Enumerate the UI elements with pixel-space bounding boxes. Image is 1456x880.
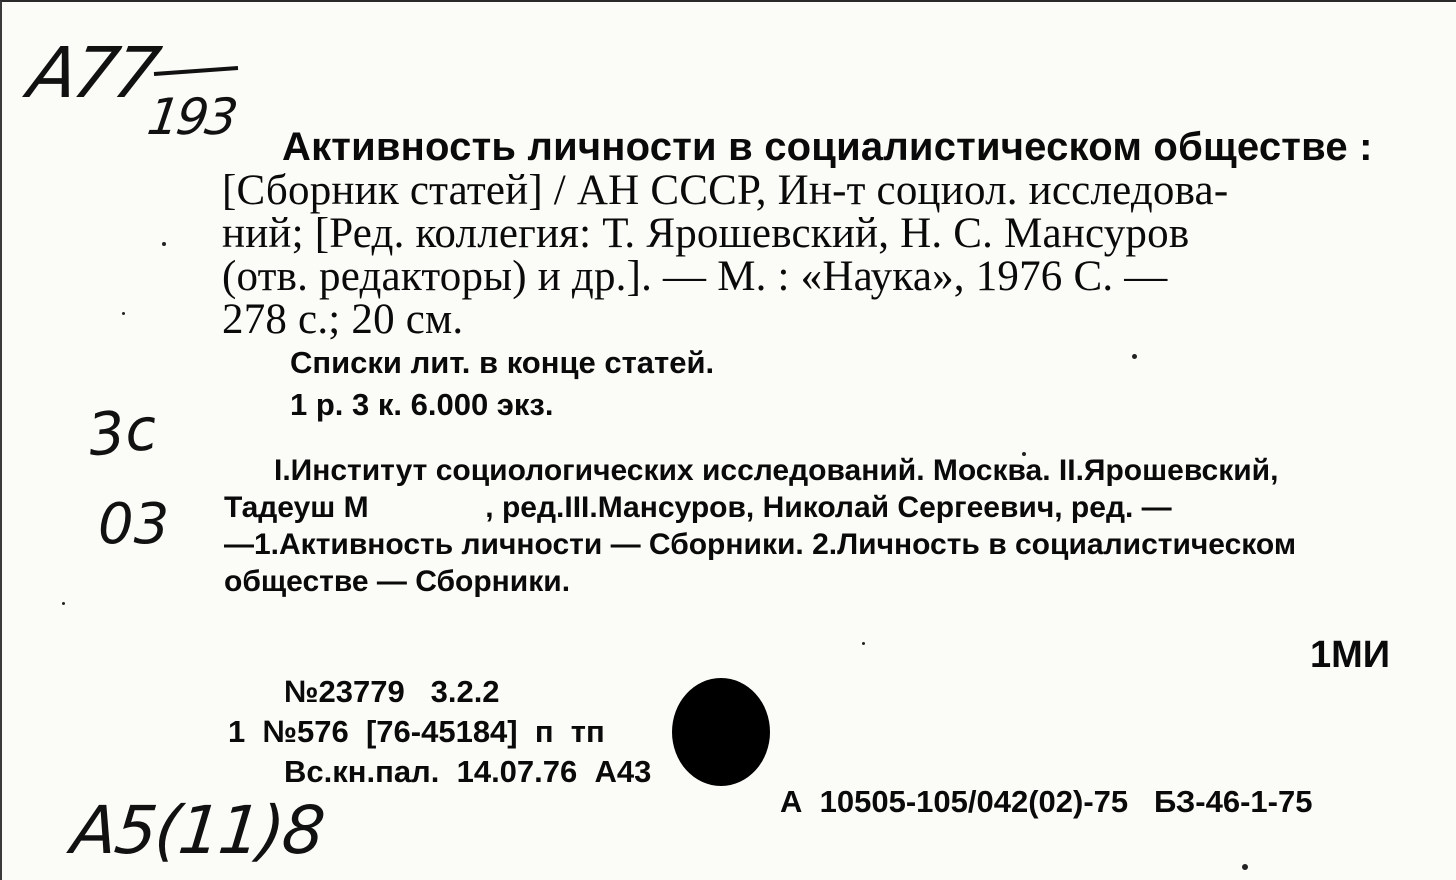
margin-mark-03: 03 [98,492,170,557]
tracing-line: I.Институт социологических исследований. Москва. II.Ярошевский, [274,454,1279,487]
entry-line: (отв. редакторы) и др.]. — М. : «Наука», 1976 С. — [222,253,1168,300]
speck [62,602,65,605]
stats-line: №23779 3.2.2 [284,674,500,709]
tracing-line: обществе — Сборники. [224,565,571,598]
tracings [224,452,1296,600]
speck [162,242,166,246]
entry-title: Активность личности в социалистическом обществе : [282,125,1373,169]
entry-line: [Сборник статей] / АН СССР, Ин-т социол. исследова- [222,167,1229,214]
punch-hole [672,678,770,786]
margin-mark-3c: 3c [84,394,161,470]
stats-line: Вс.кн.пал. 14.07.76 А43 [284,754,652,789]
shelf-mark: A5(11)8 [67,792,327,869]
call-number-underline [152,62,242,82]
speck [1242,864,1248,870]
speck [1132,354,1137,359]
stats-line: 1 №576 [76-45184] п тп [228,714,605,749]
call-number-bottom: 193 [143,88,239,146]
bibliographic-entry [222,126,1392,341]
tracing-line: —1.Активность личности — Сборники. 2.Личность в социалистическом [224,528,1297,561]
tracing-line: Тадеуш М , ред.III.Мансуров, Николай Сергеевич, ред. — [224,491,1172,524]
entry-line: ний; [Ред. коллегия: Т. Ярошевский, Н. С. Мансуров [222,210,1190,257]
entry-line: 278 с.; 20 см. [222,296,464,343]
classification-code: А 10505-105/042(02)-75 БЗ-46-1-75 [780,784,1313,819]
note-line: 1 р. 3 к. 6.000 экз. [290,387,554,422]
speck [122,312,125,315]
registration-stats [228,672,651,792]
code-1mi: 1МИ [1310,634,1391,676]
call-number-top: A77 [22,32,163,114]
note-line: Списки лит. в конце статей. [290,345,715,380]
entry-notes [290,342,714,426]
speck [862,642,865,645]
